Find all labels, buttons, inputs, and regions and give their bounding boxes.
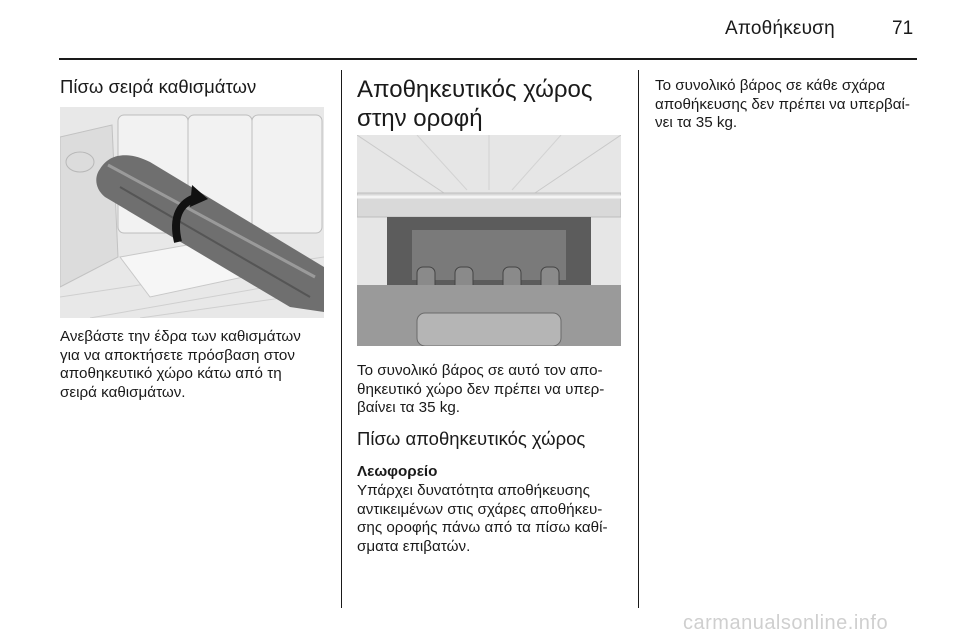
text-line: Το συνολικό βάρος σε κάθε σχάρα [655, 77, 886, 94]
text-line: σματα επιβατών. [357, 537, 471, 555]
text-line: για να αποκτήσετε πρόσβαση στον [60, 346, 295, 364]
text-line: σειρά καθισμάτων. [60, 383, 186, 401]
text-line: αποθηκευτικό χώρο κάτω από τη [60, 365, 282, 383]
watermark: carmanualsonline.info [683, 612, 889, 634]
illustration-rear-seat [60, 107, 324, 318]
rack-weight-body [655, 77, 910, 133]
illustration-roof-storage [357, 135, 621, 346]
rear-seat-drawing [60, 107, 324, 318]
text-line: σης οροφής πάνω από τα πίσω καθί- [357, 519, 608, 537]
page-number: 71 [892, 18, 914, 39]
text-line: Ανεβάστε την έδρα των καθισμάτων [60, 328, 301, 345]
text-line: αντικειμένων στις σχάρες αποθήκευ- [357, 500, 603, 518]
text-line: Υπάρχει δυνατότητα αποθήκευσης [357, 482, 590, 499]
text-line: Το συνολικό βάρος σε αυτό τον απο- [357, 362, 603, 379]
rear-storage-body [357, 482, 608, 556]
roof-storage-drawing [357, 135, 621, 346]
roof-storage-body [357, 362, 604, 418]
section-heading-rear-storage: Πίσω αποθηκευτικός χώρος [357, 428, 586, 449]
text-line: αποθήκευσης δεν πρέπει να υπερβαί- [655, 95, 910, 113]
rear-seats-body [60, 328, 301, 402]
text-line: νει τα 35 kg. [655, 114, 738, 132]
section-heading-roof-storage [357, 75, 592, 133]
text-line: θηκευτικό χώρο δεν πρέπει να υπερ- [357, 380, 605, 398]
heading-line: στην οροφή [357, 105, 483, 132]
section-heading-rear-seats: Πίσω σειρά καθισμάτων [60, 76, 257, 97]
running-header-title: Αποθήκευση [725, 18, 835, 39]
heading-line: Αποθηκευτικός χώρος [357, 76, 593, 103]
header-rule [59, 58, 917, 60]
text-line: βαίνει τα 35 kg. [357, 399, 461, 417]
column-divider-right [638, 70, 639, 608]
column-divider-left [341, 70, 342, 608]
vehicle-type-label: Λεωφορείο [357, 463, 438, 480]
